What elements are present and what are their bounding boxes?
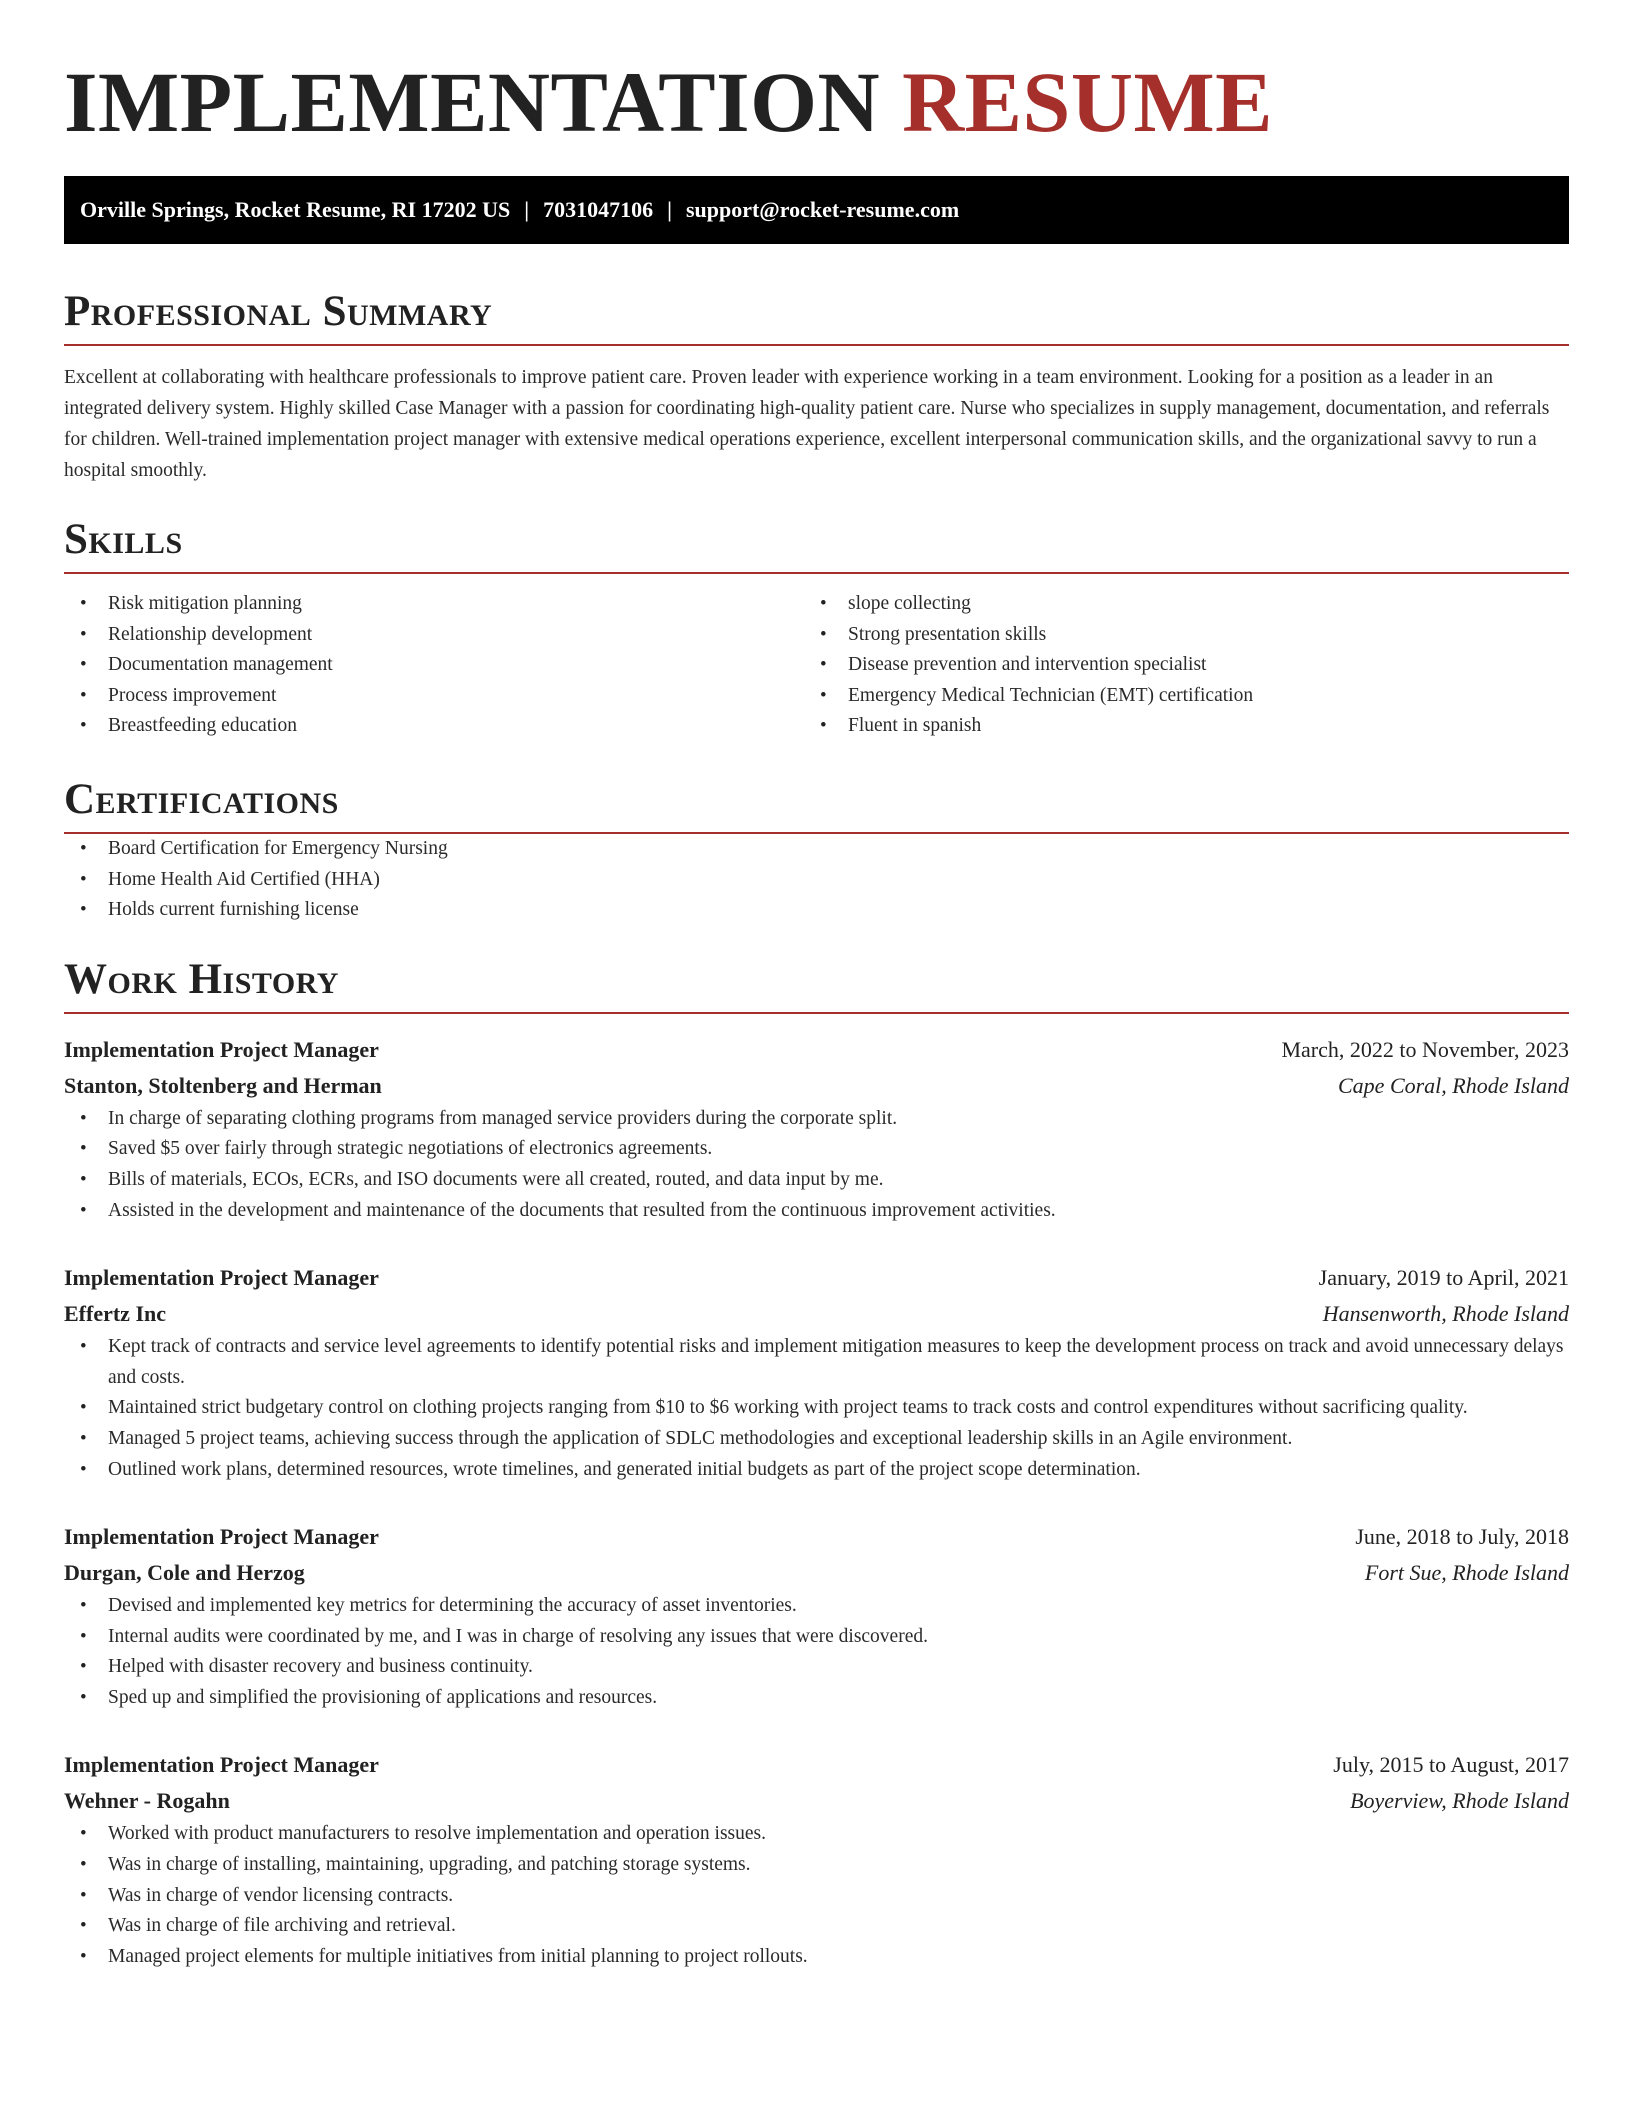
job-title: Implementation Project Manager (64, 1036, 379, 1062)
summary-heading: Professional Summary (64, 284, 1569, 346)
job-title: Implementation Project Manager (64, 1265, 379, 1291)
certification-item: • Board Certification for Emergency Nursing (64, 834, 1569, 865)
contact-separator: | (667, 197, 672, 222)
job-bullets (64, 1819, 1569, 1972)
job-bullet: • Assisted in the development and maintenance of the documents that resulted from the continuous improvement activities. (64, 1196, 1569, 1227)
job-header-row (64, 1747, 1569, 1783)
job-bullet: • Managed project elements for multiple initiatives from initial planning to project rollouts. (64, 1942, 1569, 1973)
work-history-heading: Work History (64, 952, 1569, 1014)
job-company-row (64, 1068, 1569, 1104)
job-company: Stanton, Stoltenberg and Herman (64, 1072, 382, 1098)
job-header-row (64, 1519, 1569, 1555)
job-bullet: • Sped up and simplified the provisioning of applications and resources. (64, 1683, 1569, 1714)
job-bullet: • Devised and implemented key metrics for determining the accuracy of asset inventories. (64, 1591, 1569, 1622)
job-bullet: • Was in charge of installing, maintaining, upgrading, and patching storage systems. (64, 1850, 1569, 1881)
skill-item: • Disease prevention and intervention specialist (804, 650, 1544, 681)
skill-item: • Risk mitigation planning (64, 589, 804, 620)
contact-phone: 7031047106 (543, 197, 654, 222)
job-bullet: • Bills of materials, ECOs, ECRs, and ISO documents were all created, routed, and data input by me. (64, 1165, 1569, 1196)
job-header-row (64, 1032, 1569, 1068)
contact-address: Orville Springs, Rocket Resume, RI 17202 US (80, 197, 511, 222)
title-accent: RESUME (902, 54, 1274, 150)
job-dates: June, 2018 to July, 2018 (1355, 1524, 1569, 1550)
job-bullet: • Helped with disaster recovery and business continuity. (64, 1652, 1569, 1683)
job-bullet: • In charge of separating clothing programs from managed service providers during the corporate split. (64, 1104, 1569, 1135)
skill-item: • Breastfeeding education (64, 711, 804, 742)
title-main: IMPLEMENTATION (64, 54, 881, 150)
job-bullet: • Was in charge of file archiving and retrieval. (64, 1911, 1569, 1942)
job-location: Hansenworth, Rhode Island (1322, 1301, 1569, 1327)
job-company: Effertz Inc (64, 1301, 167, 1327)
job-dates: March, 2022 to November, 2023 (1281, 1036, 1569, 1062)
skill-item: • Emergency Medical Technician (EMT) certification (804, 681, 1544, 712)
skill-item: • Relationship development (64, 620, 804, 651)
job-entry (64, 1747, 1569, 1972)
job-entry (64, 1260, 1569, 1485)
job-bullet: • Kept track of contracts and service level agreements to identify potential risks and implement mitigation measures to keep the development process on track and avoid unnecessary delays and costs. (64, 1332, 1569, 1393)
skill-item: • Strong presentation skills (804, 620, 1544, 651)
job-location: Boyerview, Rhode Island (1350, 1788, 1569, 1814)
job-title: Implementation Project Manager (64, 1524, 379, 1550)
certification-item: • Home Health Aid Certified (HHA) (64, 865, 1569, 896)
job-company: Durgan, Cole and Herzog (64, 1560, 305, 1586)
skills-list-right (804, 589, 1544, 742)
job-dates: January, 2019 to April, 2021 (1318, 1265, 1569, 1291)
certifications-heading: Certifications (64, 772, 1569, 834)
skill-item: • Process improvement (64, 681, 804, 712)
skill-item: • slope collecting (804, 589, 1544, 620)
skills-heading: Skills (64, 512, 1569, 574)
resume-page (64, 0, 1569, 1972)
job-company: Wehner - Rogahn (64, 1788, 230, 1814)
contact-email: support@rocket-resume.com (685, 197, 960, 222)
contact-separator: | (524, 197, 530, 222)
job-bullet: • Worked with product manufacturers to resolve implementation and operation issues. (64, 1819, 1569, 1850)
skill-item: • Documentation management (64, 650, 804, 681)
resume-title (64, 0, 1569, 152)
job-title: Implementation Project Manager (64, 1752, 379, 1778)
job-company-row (64, 1783, 1569, 1819)
job-bullets (64, 1332, 1569, 1485)
job-location: Cape Coral, Rhode Island (1338, 1072, 1569, 1098)
job-bullets (64, 1591, 1569, 1713)
job-bullet: • Saved $5 over fairly through strategic negotiations of electronics agreements. (64, 1134, 1569, 1165)
job-bullet: • Was in charge of vendor licensing contracts. (64, 1881, 1569, 1912)
certification-item: • Holds current furnishing license (64, 895, 1569, 926)
job-company-row (64, 1555, 1569, 1591)
job-bullet: • Managed 5 project teams, achieving success through the application of SDLC methodologies and exceptional leadership skills in an Agile environment. (64, 1424, 1569, 1455)
skills-grid (64, 589, 1569, 742)
job-entry (64, 1032, 1569, 1226)
certifications-list (64, 834, 1569, 926)
job-header-row (64, 1260, 1569, 1296)
job-entry (64, 1519, 1569, 1713)
contact-bar (64, 176, 1569, 244)
job-location: Fort Sue, Rhode Island (1364, 1560, 1569, 1586)
job-dates: July, 2015 to August, 2017 (1333, 1752, 1569, 1778)
job-bullets (64, 1104, 1569, 1226)
skills-list-left (64, 589, 804, 742)
job-bullet: • Maintained strict budgetary control on clothing projects ranging from $10 to $6 working with project teams to track costs and control expenditures without sacrificing quality. (64, 1393, 1569, 1424)
summary-text: Excellent at collaborating with healthcare professionals to improve patient care. Proven leader with experience working in a team environment. Looking for a position as a leader in an integrated delivery system. Highly skilled Case Manager with a passion for coordinating high-quality patient care. Nurse who specializes in supply management, documentation, and referrals for children. Well-trained implementation project manager with extensive medical operations experience, excellent interpersonal communication skills, and the organizational savvy to run a hospital smoothly. (64, 367, 1550, 481)
job-bullet: • Outlined work plans, determined resources, wrote timelines, and generated initial budgets as part of the project scope determination. (64, 1455, 1569, 1486)
job-company-row (64, 1296, 1569, 1332)
skill-item: • Fluent in spanish (804, 711, 1544, 742)
job-bullet: • Internal audits were coordinated by me, and I was in charge of resolving any issues that were discovered. (64, 1622, 1569, 1653)
